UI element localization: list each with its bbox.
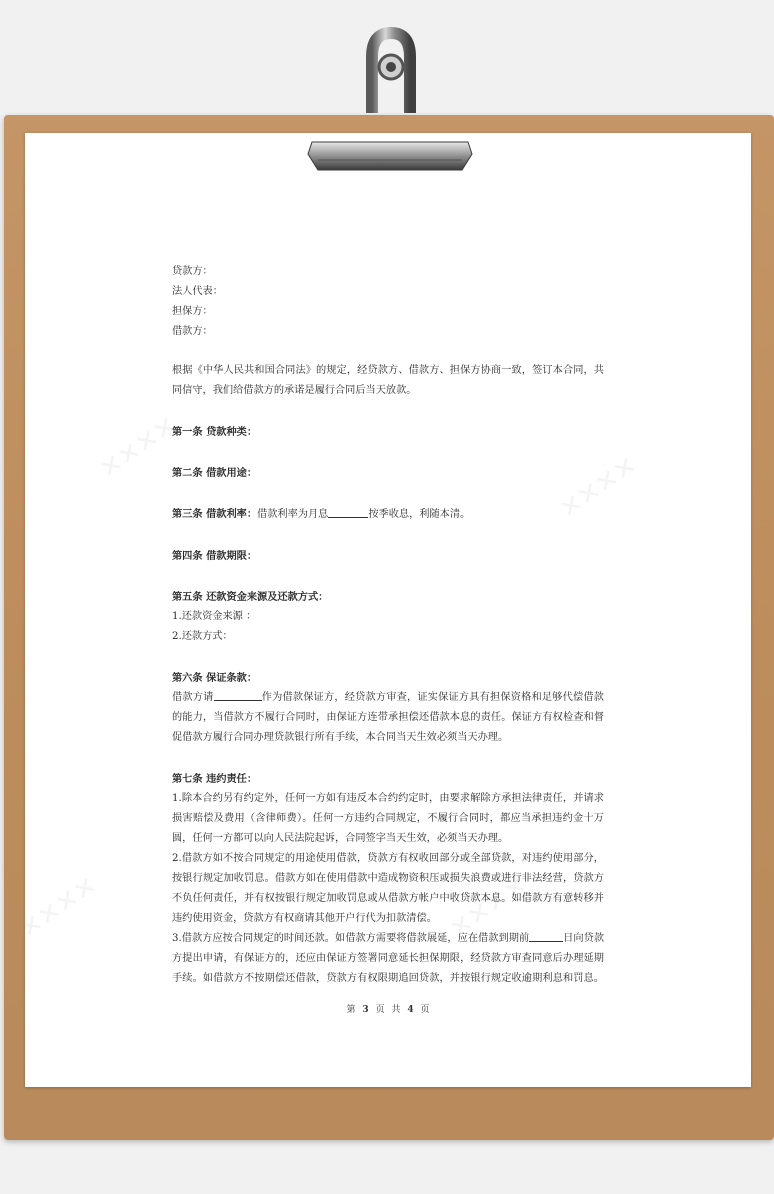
preamble-line: 同信守，我们给借款方的承诺是履行合同后当天放款。 [172, 385, 417, 396]
article-7-line: 损害赔偿及费用（含律师费）。任何一方违约合同规定，不履行合同时，都应当承担违约金十万 [172, 813, 604, 824]
article-7-line: 按银行规定加收罚息。借款方如在使用借款中造成物资积压或损失浪费或进行非法经营，贷款方 [172, 873, 604, 884]
total-page-number: 4 [407, 1005, 414, 1015]
article-1-heading: 第一条 贷款种类： [172, 426, 258, 438]
article-6-line: 的能力，当借款方不履行合同时，由保证方连带承担偿还借款本息的责任。保证方有权检查和督 [172, 712, 604, 723]
article-7-line: 圆，任何一方都可以向人民法院起诉，合同签字当天生效，必须当天办理。 [172, 833, 509, 844]
legal-rep-field: 法人代表： [172, 286, 223, 297]
article-3-text: 借款利率为月息 [257, 509, 329, 520]
preamble-line: 根据《中华人民共和国合同法》的规定，经贷款方、借款方、担保方协商一致，签订本合同，共 [172, 365, 604, 376]
article-5-heading: 第五条 还款资金来源及还款方式： [172, 591, 329, 603]
binder-clip-ring-icon [358, 27, 424, 115]
watermark: ✕✕✕✕ [94, 410, 183, 486]
guarantor-field: 担保方： [172, 306, 213, 317]
article-7-line: 违约使用资金，贷款方有权商请其他开户行代为扣款清偿。 [172, 913, 437, 924]
article-3-text-tail: 按季收息，利随本清。 [368, 509, 471, 520]
article-6-line: 借款方请 作为借款保证方，经贷款方审查，证实保证方具有担保资格和足够代偿借款 [172, 688, 604, 708]
article-7-line: 2.借款方如不按合同规定的用途使用借款，贷款方有权收回部分或全部贷款，对违约使用部分， [172, 853, 604, 864]
lender-field: 贷款方： [172, 266, 213, 277]
article-7-line: 不负任何责任，并有权按银行规定加收罚息或从借款方帐户中收贷款本息。如借款方有意转移并 [172, 893, 604, 904]
page-footer: 第 3 页 共 4 页 [346, 1005, 430, 1015]
article-6-heading: 第六条 保证条款： [172, 672, 258, 684]
document-page [14, 133, 751, 1087]
article-7-line: 3.借款方应按合同规定的时间还款。如借款方需要将借款展延，应在借款到期前 日向贷款 [172, 929, 604, 949]
watermark: ✕✕✕✕ [444, 870, 533, 946]
article-7-line: 方提出申请，有保证方的，还应由保证方签署同意延长担保期限，经贷款方审查同意后办理延期 [172, 953, 604, 964]
watermark: ✕✕✕✕ [554, 450, 643, 526]
article-7-heading: 第七条 违约责任： [172, 773, 258, 785]
article-7-line: 手续。如借款方不按期偿还借款，贷款方有权限期追回贷款，并按银行规定收逾期利息和罚息。 [172, 973, 604, 984]
repayment-method: 2.还款方式： [172, 631, 233, 642]
repayment-source: 1.还款资金来源 ： [172, 611, 257, 622]
watermark: ✕✕✕✕ [14, 870, 103, 946]
current-page-number: 3 [362, 1005, 369, 1015]
article-4-heading: 第四条 借款期限： [172, 550, 258, 562]
borrower-field: 借款方： [172, 326, 213, 337]
article-3 [172, 504, 604, 525]
contract-body [172, 262, 604, 989]
article-7-line: 1.除本合约另有约定外，任何一方如有违反本合约约定时，由要求解除方承担法律责任，并请求 [172, 793, 604, 804]
article-6-line: 促借款方履行合同办理贷款银行所有手续，本合同当天生效必须当天办理。 [172, 732, 509, 743]
article-2-heading: 第二条 借款用途： [172, 467, 258, 479]
guarantor-name-blank[interactable] [214, 689, 262, 701]
days-before-blank[interactable] [529, 930, 563, 942]
interest-rate-blank[interactable] [328, 506, 368, 518]
binder-clip-base-icon [306, 136, 474, 174]
article-3-heading: 第三条 借款利率： [172, 508, 258, 520]
